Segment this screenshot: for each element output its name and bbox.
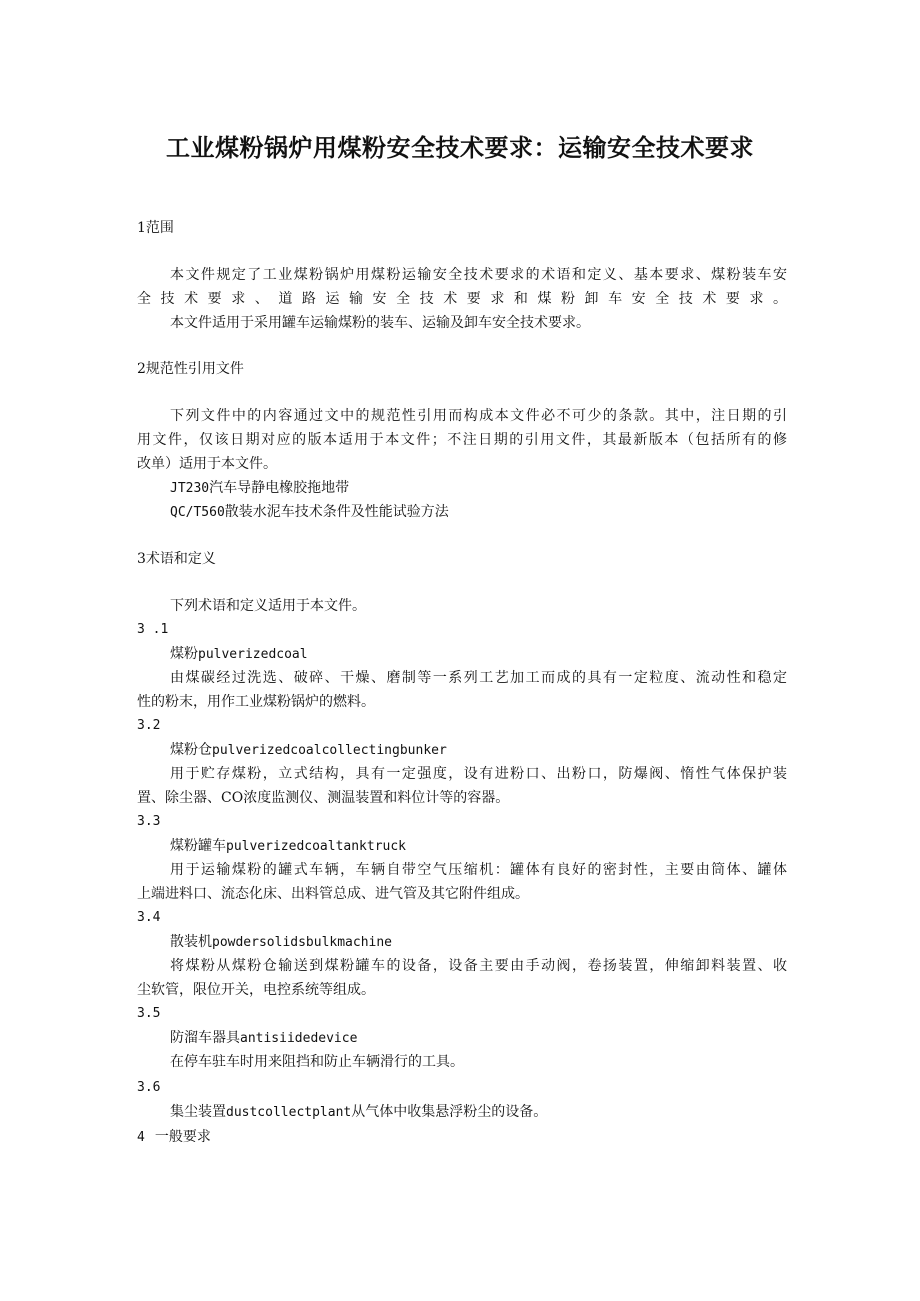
document-title: 工业煤粉锅炉用煤粉安全技术要求：运输安全技术要求 (166, 134, 754, 162)
reference-code: JT230 (170, 481, 210, 496)
reference-title: 散装水泥车技术条件及性能试验方法 (224, 504, 449, 520)
section-3-heading (137, 549, 787, 569)
term-definition: 在停车驻车时用来阻挡和防止车辆滑行的工具。 (170, 1054, 464, 1070)
section-1-paragraph-1-line-2: 全技术要求、道路运输安全技术要求和煤粉卸车安全技术要求。 (137, 291, 787, 307)
term-definition: 从气体中收集悬浮粉尘的设备。 (351, 1104, 548, 1120)
term-number: 3.5 (137, 1006, 161, 1021)
term-heading (170, 1028, 787, 1049)
section-2-paragraph-line-1: 下列文件中的内容通过文中的规范性引用而构成本文件必不可少的条款。其中，注日期的引 (170, 408, 787, 424)
reference-item (170, 502, 787, 523)
term-zh: 煤粉 (170, 646, 198, 662)
section-2-heading (137, 359, 787, 379)
term-en: pulverizedcoaltanktruck (226, 839, 407, 854)
term-number: 3.6 (137, 1080, 161, 1095)
section-1-paragraph-1-line-1: 本文件规定了工业煤粉锅炉用煤粉运输安全技术要求的术语和定义、基本要求、煤粉装车安 (170, 267, 787, 283)
term-definition-line-2: 置、除尘器、CO浓度监测仪、测温装置和料位计等的容器。 (137, 790, 510, 806)
section-number: 3 (137, 551, 146, 567)
term-number: 3.3 (137, 814, 161, 829)
term-zh: 散装机 (170, 934, 212, 950)
term-definition-line-1: 将煤粉从煤粉仓输送到煤粉罐车的设备，设备主要由手动阀，卷扬装置，伸缩卸料装置、收 (170, 958, 787, 974)
section-3-intro: 下列术语和定义适用于本文件。 (170, 598, 366, 614)
term-heading (170, 740, 787, 761)
term-definition-line-1: 用于运输煤粉的罐式车辆，车辆自带空气压缩机：罐体有良好的密封性，主要由筒体、罐体 (170, 862, 787, 878)
term-en: pulverizedcoal (198, 647, 308, 662)
reference-title: 汽车导静电橡胶拖地带 (209, 480, 350, 496)
section-number: 1 (137, 220, 146, 236)
term-definition-line-2: 上端进料口、流态化床、出料管总成、进气管及其它附件组成。 (137, 886, 529, 902)
section-title: 一般要求 (154, 1129, 211, 1145)
term-en: dustcollectplant (226, 1105, 352, 1120)
term-number: 3.2 (137, 718, 161, 733)
term-heading (170, 1102, 787, 1123)
section-1-paragraph-2: 本文件适用于采用罐车运输煤粉的装车、运输及卸车安全技术要求。 (170, 315, 590, 331)
term-heading (170, 836, 787, 857)
section-4-heading (137, 1127, 787, 1148)
section-title: 范围 (145, 220, 174, 236)
section-2-paragraph-line-2: 用文件，仅该日期对应的版本适用于本文件；不注日期的引用文件，其最新版本（包括所有的修 (137, 432, 787, 448)
section-number: 4 (137, 1130, 145, 1145)
term-en: powdersolidsbulkmachine (212, 935, 393, 950)
term-zh: 煤粉仓 (170, 742, 212, 758)
term-en: antisiidedevice (240, 1031, 358, 1046)
section-2-paragraph-line-3: 改单）适用于本文件。 (137, 456, 277, 472)
term-definition-line-2: 尘软管，限位开关，电控系统等组成。 (137, 982, 375, 998)
section-title: 规范性引用文件 (145, 361, 244, 377)
section-title: 术语和定义 (145, 551, 216, 567)
term-en: pulverizedcoalcollectingbunker (212, 743, 447, 758)
term-definition-line-1: 由煤碳经过洗选、破碎、干燥、磨制等一系列工艺加工而成的具有一定粒度、流动性和稳定 (170, 670, 787, 686)
term-heading (170, 644, 787, 665)
term-number: 3.4 (137, 910, 161, 925)
term-heading (170, 932, 787, 953)
term-zh: 煤粉罐车 (170, 838, 226, 854)
term-zh: 集尘装置 (170, 1104, 226, 1120)
term-number: 3 .1 (137, 622, 169, 637)
reference-item (170, 478, 787, 499)
section-1-heading (137, 218, 787, 238)
reference-code: QC/T560 (170, 505, 225, 520)
term-definition-line-1: 用于贮存煤粉，立式结构，具有一定强度，设有进粉口、出粉口，防爆阀、惰性气体保护装 (170, 766, 787, 782)
term-zh: 防溜车器具 (170, 1030, 240, 1046)
term-definition-line-2: 性的粉末，用作工业煤粉锅炉的燃料。 (137, 694, 375, 710)
section-number: 2 (137, 361, 146, 377)
